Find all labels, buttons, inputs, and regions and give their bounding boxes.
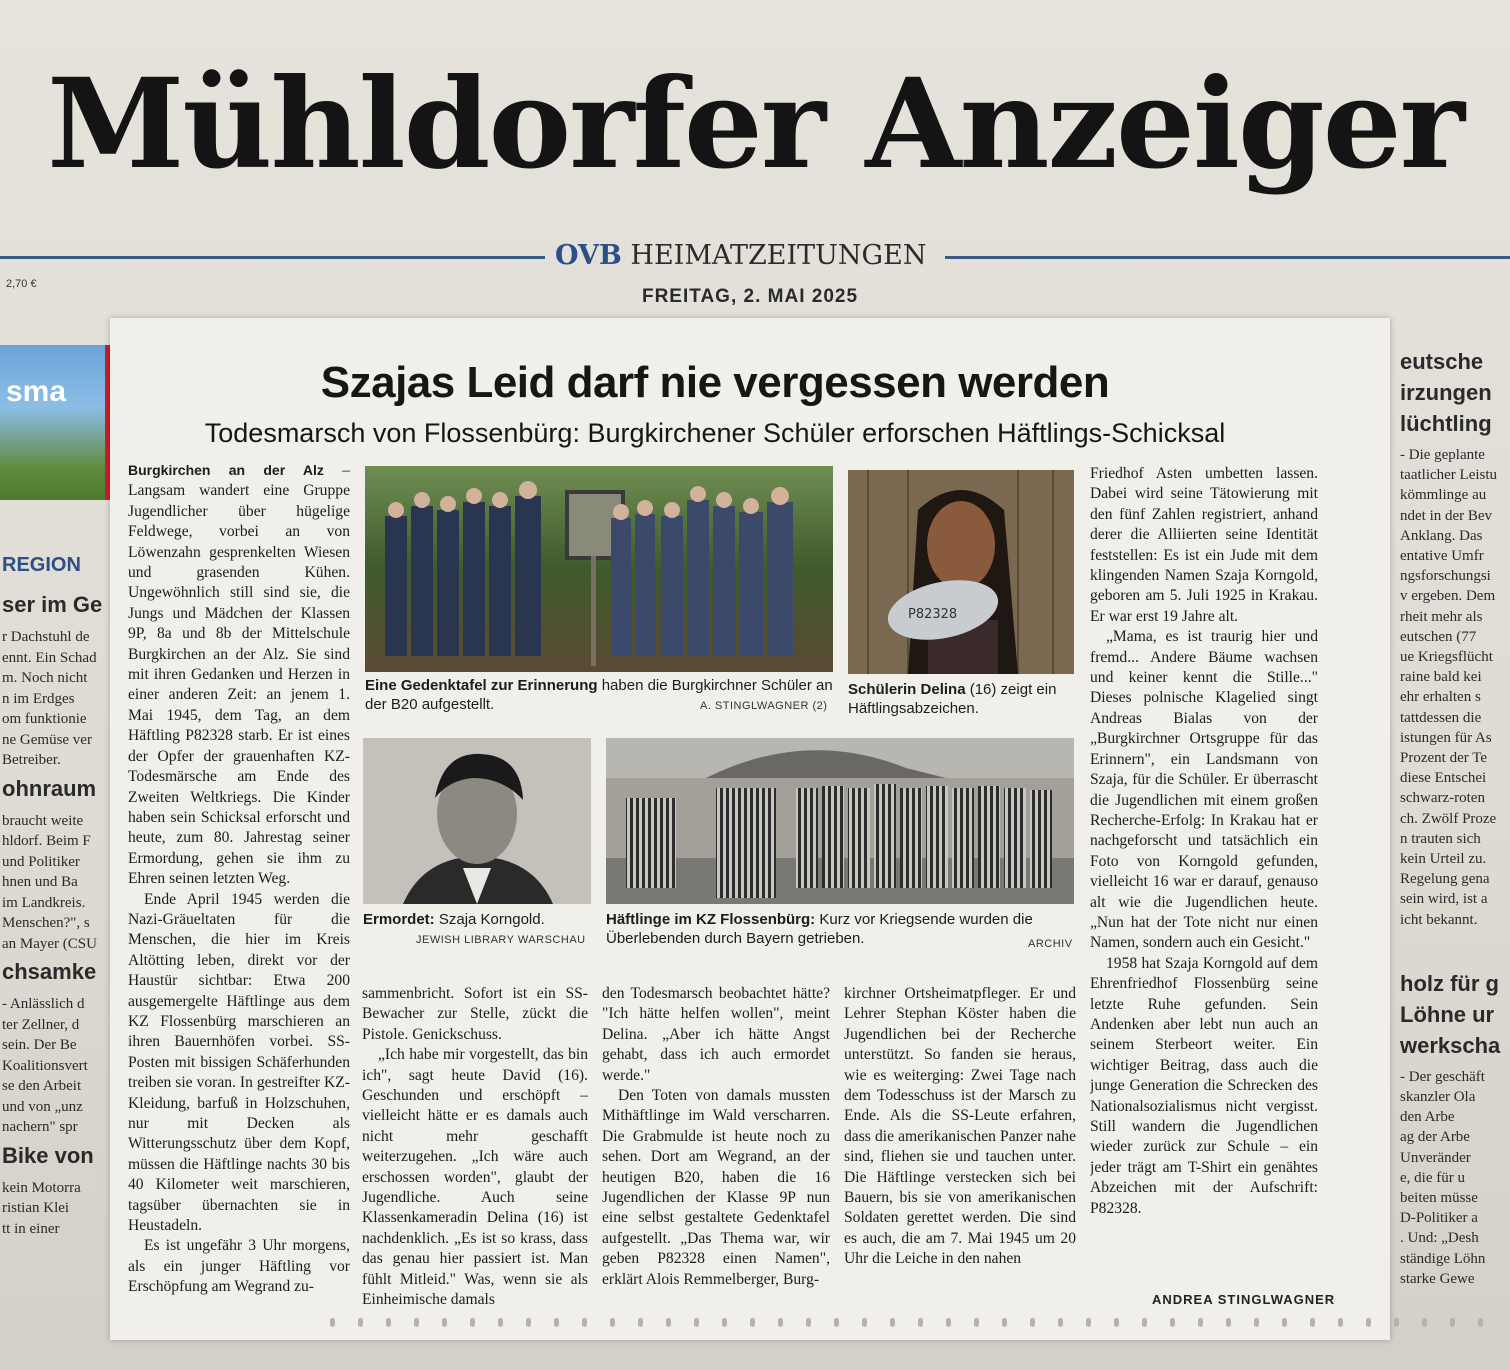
- side-text-line: und von „unz: [2, 1098, 83, 1115]
- side-text-line: ag der Arbe: [1400, 1129, 1470, 1146]
- prisoners-image: [606, 738, 1074, 904]
- perforation-dot: [666, 1318, 671, 1327]
- side-text-line: v ergeben. Dem: [1400, 588, 1496, 605]
- perforation-dot: [806, 1318, 811, 1327]
- perforation-dot: [358, 1318, 363, 1327]
- caption-bold: Eine Gedenktafel zur Erinnerung: [365, 677, 598, 694]
- side-text-line: sein. Der Be: [2, 1037, 77, 1053]
- article-column-4: [844, 984, 1076, 1310]
- side-text-line: Regelung gena: [1400, 871, 1490, 888]
- perforation-dot: [1030, 1318, 1035, 1327]
- article-column-1: [128, 460, 350, 1310]
- side-headline: eutsche: [1400, 352, 1484, 374]
- paragraph: sammenbricht. Sofort ist ein SS-Bewacher zur Stelle, zückt die Pistole. Genickschuss.: [362, 985, 588, 1043]
- side-text-line: Betreiber.: [2, 752, 61, 768]
- side-text-line: m. Noch nicht: [2, 670, 88, 686]
- paragraph: „Mama, es ist traurig hier und fremd... Andere Bäume wachsen und keiner kennt die Stille..." Dieses polnische Klagelied singt Andreas Bialas von der „Burgkirchner Ortsgruppe für das Erinnern", ein Landsmann von Szaja, für die Schüler. Er überrascht die Jugendlichen mit einem großen Recherche-Erfolg: In Krakau hat er nachgeforscht und tatsächlich ein Foto von Korngold gefunden, vielleicht 16 war er darauf, genauso alt wie die Jugendlichen heute. „Nun hat der Tote nicht nur einen Namen, sondern auch ein Gesicht.": [1090, 628, 1318, 952]
- side-headline: Löhne ur: [1400, 1001, 1495, 1027]
- side-text-line: kein Motorra: [2, 1179, 81, 1196]
- perforation-dot: [1198, 1318, 1203, 1327]
- paragraph: Ende April 1945 werden die Nazi-Gräueltaten für die Menschen, die hier im Kreis Altötting leben, direkt vor der Haustür sichtbar: Etwa 200 ausgemergelte Häftlinge aus dem KZ Flossenbürg marschieren an ihren Bauernhöfen vorbei. SS-Posten mit bissigen Schäferhunden treiben sie voran. In gestreifter KZ-Kleidung, barfuß in Holzschuhen, nur mit Decken als Witterungsschutz über dem Kopf, müssen die Häftlinge nachts 30 bis 40 Kilometer weit marschieren, tagsüber übernachten sie in Heustadeln.: [128, 890, 350, 1235]
- side-text-line: icht bekannt.: [1400, 911, 1478, 928]
- perforation-dot: [1170, 1318, 1175, 1327]
- badge-number: P82328: [908, 607, 958, 622]
- article-subheadline: Todesmarsch von Flossenbürg: Burgkirchener Schüler erforschen Häftlings-Schicksal: [204, 418, 1226, 448]
- side-text-line: ue Kriegsflücht: [1400, 649, 1493, 665]
- side-text-line: taatlicher Leistu: [1400, 467, 1498, 484]
- perforation-dot: [610, 1318, 615, 1327]
- perforation-dot: [330, 1318, 335, 1327]
- side-headline: ser im Ge: [2, 592, 103, 617]
- side-headline: lüchtling: [1400, 411, 1492, 436]
- side-text-line: kein Urteil zu.: [1400, 851, 1487, 867]
- side-text-line: se den Arbeit: [2, 1078, 82, 1094]
- paragraph: Friedhof Asten umbetten lassen. Dabei wird seine Tätowierung mit den fünf Zahlen registriert, anhand derer die Alliierten seine Identität feststellen: Es ist ein Jude mit dem klingenden Namen Szaja Korngold, geboren am 5. Juli 1925 in Krakau. Er war erst 19 Jahre alt.: [1090, 465, 1318, 625]
- caption-text: Kurz vor Kriegsende wurden die Überlebenden durch Bayern getrieben.: [606, 911, 1033, 947]
- perforation-dot: [1086, 1318, 1091, 1327]
- perforation-dot: [1394, 1318, 1399, 1327]
- left-advertisement: [0, 345, 111, 500]
- side-text-line: hldorf. Beim F: [2, 833, 91, 849]
- photo-prisoners: [606, 738, 1074, 904]
- side-text-line: schwarz-roten: [1400, 790, 1485, 807]
- side-text-line: ngsforschungsi: [1400, 568, 1491, 585]
- photo-credit-prisoners: ARCHIV: [1028, 938, 1073, 950]
- side-text-line: und Politiker: [2, 853, 80, 870]
- side-text-line: nachern" spr: [2, 1119, 78, 1135]
- side-text-line: - Der geschäft: [1400, 1068, 1485, 1085]
- paragraph: den Todesmarsch beobachtet hätte? "Ich hätte helfen wollen", meint Delina. „Aber ich hätte Angst gehabt, dass ich auch ermordet werde.": [602, 985, 830, 1084]
- side-text-line: ristian Klei: [2, 1200, 70, 1216]
- side-text-line: - Anlässlich d: [2, 996, 85, 1012]
- side-text-line: Menschen?", s: [2, 915, 90, 931]
- perforation-dot: [722, 1318, 727, 1327]
- masthead: Mühldorfer Anzeiger: [47, 52, 1463, 197]
- perforation-dot: [1366, 1318, 1371, 1327]
- side-headline: Bike von: [2, 1142, 94, 1168]
- side-text-line: ter Zellner, d: [2, 1016, 80, 1033]
- perforation-dot: [1226, 1318, 1231, 1327]
- side-headline: chsamke: [2, 959, 97, 984]
- perforation-dot: [414, 1318, 419, 1327]
- side-headline: irzungen: [1400, 380, 1492, 405]
- article-clipping: [110, 318, 1390, 1340]
- perforation-dot: [526, 1318, 531, 1327]
- paragraph: „Ich habe mir vorgestellt, das bin ich", sagt heute David (16). Geschunden und erschöpft – vielleicht hätte er es damals auch nicht mehr geschafft weiterzugehen. „Ich wäre auch erschossen worden", glaubt der Jugendliche. Auch seine Klassenkameradin Delina (16) ist nachdenklich. „Es ist so krass, dass das genau hier passiert ist. Man fühlt Mitleid." Was, wenn sie als Einheimische damals: [362, 1046, 588, 1309]
- side-text-line: den Arbe: [1400, 1109, 1455, 1126]
- perforation-dot: [638, 1318, 643, 1327]
- publisher-line: [555, 240, 935, 274]
- perforation-dot: [1478, 1318, 1483, 1327]
- paragraph: Den Toten von damals mussten Mithäftlinge im Wald verscharren. Die Grabmulde ist heute noch zu sehen. Dort am Wegrand, an der heutigen B20, haben die 16 Jugendlichen der Klasse 9P nun eine selbst gestaltete Gedenktafel aufgestellt. „Das Thema war, wir geben P82328 einen Namen", erklärt Alois Remmelberger, Burg-: [602, 1087, 830, 1288]
- perforation-dot: [750, 1318, 755, 1327]
- article-headline: Szajas Leid darf nie vergessen werden: [320, 358, 1110, 407]
- side-text-line: ne Gemüse ver: [2, 731, 92, 748]
- article-column-5: [1090, 464, 1318, 1290]
- side-text-line: hnen und Ba: [2, 874, 78, 890]
- perforation-dot: [1282, 1318, 1287, 1327]
- side-text-line: ehr erhalten s: [1400, 689, 1481, 706]
- paragraph: – Langsam wandert eine Gruppe Jugendlicher über hügelige Feldwege, vorbei an von Löwenzahn gesprenkelten Wiesen und grasenden Kühen. Ungewöhnlich still sind sie, die Jungs und Mädchen der Klassen 9P, 8a und 8b der Mittelschule Burgkirchen an der Alz. Sie sind mit ihren Gedanken und Herzen in einer anderen Zeit: an jenem 1. Mai 1945, dem Tag, an dem Häftling P82328 starb. Er ist eines der Opfer der grauenhaften KZ-Todesmärsche am Ende des Zweiten Weltkriegs. Die Kinder haben sein Schicksal erforscht und heute, zum 80. Jahrestag seiner Ermordung, gehen sie ihm zu Ehren seinen letzten Weg.: [128, 462, 350, 888]
- portrait-image: [363, 738, 591, 904]
- side-text-line: an Mayer (CSU: [2, 935, 97, 952]
- side-text-line: eutschen (77: [1400, 628, 1477, 645]
- photo-memorial-group: [365, 466, 833, 672]
- perforation-dot: [974, 1318, 979, 1327]
- photo-caption-portrait: [363, 910, 593, 929]
- side-headline: werkscha: [1400, 1032, 1501, 1058]
- side-text-line: r Dachstuhl de: [2, 629, 90, 645]
- caption-text: Szaja Korngold.: [434, 911, 545, 928]
- perforation-dot: [1450, 1318, 1455, 1327]
- side-text-line: ständige Löhn: [1400, 1250, 1486, 1267]
- publisher-brand: OVB: [555, 240, 622, 271]
- side-headline: ohnraum: [2, 775, 97, 801]
- paragraph: kirchner Ortsheimatpfleger. Er und Lehrer Stephan Köster haben die Jugendlichen bei der Recherche unterstützt. So fanden sie heraus, wie es weiterging: Zwei Tage nach dem Todesschuss ist der Marsch zu Ende. Als die SS-Leute erfahren, dass die amerikanischen Panzer nahe sind, fliehen sie und tauchen unter. Die Häftlinge verstecken sich bei Bauern, bis sie von amerikanischen Soldaten gerettet werden. Die sind es auch, die am 7. Mai 1945 um 20 Uhr die Leiche in den nahen: [844, 985, 1076, 1268]
- perforation-dot: [1142, 1318, 1147, 1327]
- side-text-line: tt in einer: [2, 1220, 60, 1237]
- side-text-line: beiten müsse: [1400, 1190, 1478, 1206]
- caption-text: (16) zeigt ein Häftlingsabzeichen.: [848, 681, 1057, 717]
- publisher-rest: HEIMATZEITUNGEN: [630, 240, 927, 271]
- side-text-line: Koalitionsvert: [2, 1057, 88, 1074]
- side-text-line: diese Entschei: [1400, 770, 1487, 787]
- article-author: ANDREA STINGLWAGNER: [1152, 1292, 1336, 1307]
- side-text-line: ndet in der Bev: [1400, 507, 1493, 524]
- perforation-dot: [1002, 1318, 1007, 1327]
- side-text-line: Prozent der Te: [1400, 750, 1487, 766]
- side-headline: holz für g: [1400, 970, 1499, 996]
- perforation-dot: [442, 1318, 447, 1327]
- side-text-line: starke Gewe: [1400, 1270, 1475, 1287]
- perforation-dot: [1254, 1318, 1259, 1327]
- side-text-line: om funktionie: [2, 711, 87, 727]
- photo-portrait-korngold: [363, 738, 591, 904]
- paragraph: 1958 hat Szaja Korngold auf dem Ehrenfriedhof Flossenbürg seine letzte Ruhe gefunden. Sein Andenken aber lebt nun auch an seinem Sterbeort weiter. Ein wichtiger Beitrag, dass auch die junge Generation die Schrecken des Nationalsozialismus nicht vergisst. Still wandern die Jugendlichen wieder zurück zur Schule – ein jeder trägt am T-Shirt ein genähtes Abzeichen mit der Aufschrift: P82328.: [1090, 954, 1318, 1217]
- side-text-line: raine bald kei: [1400, 669, 1482, 686]
- photo-caption-prisoners: [606, 910, 1076, 948]
- caption-text: haben die Burgkirchner Schüler an der B20 aufgestellt.: [365, 677, 833, 713]
- side-text-line: ch. Zwölf Proze: [1400, 810, 1497, 827]
- perforation-dot: [498, 1318, 503, 1327]
- side-text-line: D-Politiker a: [1400, 1210, 1478, 1227]
- perforation-dot: [918, 1318, 923, 1327]
- side-text-line: braucht weite: [2, 812, 84, 829]
- perforation-dot: [386, 1318, 391, 1327]
- side-text-line: im Landkreis.: [2, 894, 86, 911]
- side-text-line: Unveränder: [1400, 1149, 1471, 1166]
- issue-date: FREITAG, 2. MAI 2025: [641, 286, 859, 307]
- photo-credit-memorial: A. STINGLWAGNER (2): [700, 700, 828, 712]
- side-text-line: e, die für u: [1400, 1169, 1465, 1186]
- photo-caption-delina: [848, 680, 1080, 718]
- memorial-group-image: [365, 466, 833, 672]
- side-text-line: . Und: „Desh: [1400, 1230, 1479, 1247]
- perforation-dot: [946, 1318, 951, 1327]
- photo-credit-portrait: JEWISH LIBRARY WARSCHAU: [416, 934, 586, 946]
- issue-price: 2,70 €: [6, 278, 37, 290]
- perforation-dot: [1114, 1318, 1119, 1327]
- side-text-line: rheit mehr als: [1400, 608, 1483, 625]
- side-text-line: kömmlinge au: [1400, 487, 1487, 504]
- side-text-line: skanzler Ola: [1400, 1089, 1476, 1105]
- side-text-line: n trauten sich: [1400, 830, 1481, 847]
- perforation-dot: [890, 1318, 895, 1327]
- perforation-dot: [1310, 1318, 1315, 1327]
- side-text-line: n im Erdges: [2, 690, 75, 707]
- ad-text: sma: [6, 375, 67, 408]
- perforation-dot: [470, 1318, 475, 1327]
- photo-delina: [848, 470, 1074, 674]
- article-column-3: [602, 984, 830, 1310]
- delina-image: [848, 470, 1074, 674]
- left-column-strip: [0, 555, 105, 1290]
- side-text-line: sein wird, ist a: [1400, 891, 1488, 908]
- right-column-strip: [1396, 352, 1510, 1302]
- article-column-2: [362, 984, 588, 1310]
- caption-bold: Häftlinge im KZ Flossenbürg:: [606, 911, 816, 928]
- perforation-dot: [1422, 1318, 1427, 1327]
- perforation-marks: [110, 1318, 1390, 1332]
- perforation-dot: [554, 1318, 559, 1327]
- side-text-line: ennt. Ein Schad: [2, 649, 97, 666]
- side-text-line: entative Umfr: [1400, 548, 1484, 564]
- side-text-line: - Die geplante: [1400, 447, 1485, 463]
- perforation-dot: [834, 1318, 839, 1327]
- side-text-line: Anklang. Das: [1400, 527, 1483, 544]
- side-text-line: istungen für As: [1400, 729, 1492, 746]
- perforation-dot: [778, 1318, 783, 1327]
- perforation-dot: [1338, 1318, 1343, 1327]
- dateline: Burgkirchen an der Alz: [128, 462, 324, 478]
- caption-bold: Ermordet:: [363, 911, 435, 928]
- perforation-dot: [862, 1318, 867, 1327]
- perforation-dot: [694, 1318, 699, 1327]
- paragraph: Es ist ungefähr 3 Uhr morgens, als ein junger Häftling vor Erschöpfung am Wegrand zu-: [128, 1237, 350, 1296]
- side-text-line: tattdessen die: [1400, 709, 1482, 726]
- perforation-dot: [582, 1318, 587, 1327]
- caption-bold: Schülerin Delina: [848, 681, 966, 698]
- perforation-dot: [1058, 1318, 1063, 1327]
- region-label: REGION: [2, 555, 81, 576]
